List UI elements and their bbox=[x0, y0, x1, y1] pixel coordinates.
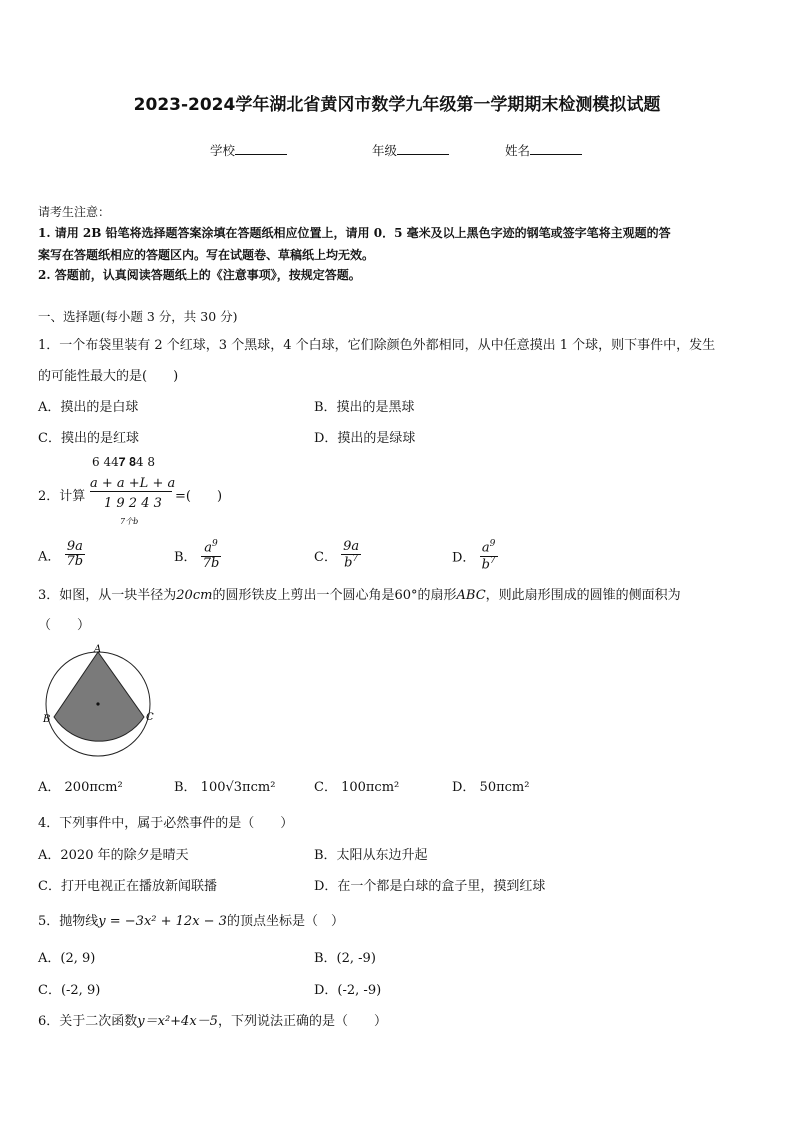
q3-angle: 60° bbox=[394, 588, 418, 603]
q2-c-fraction bbox=[341, 540, 361, 571]
q3-text-c: 的扇形 bbox=[417, 588, 457, 603]
q2-numerator: a + a +L + a bbox=[90, 476, 176, 491]
q3-text-a: 3．如图，从一块半径为 bbox=[38, 588, 177, 603]
q3-option-b: B． 100√3πcm² bbox=[174, 780, 276, 795]
notice-line-1b: 案写在答题纸相应的答题区内。写在试题卷、草稿纸上均无效。 bbox=[38, 248, 375, 262]
q3-option-d: D． 50πcm² bbox=[452, 780, 530, 795]
q2-d-num: a bbox=[481, 540, 490, 556]
figure-sector bbox=[54, 652, 144, 741]
q2-option-c bbox=[314, 540, 361, 571]
notice-line-2: 2. 答题前，认真阅读答题纸上的《注意事项》，按规定答题。 bbox=[38, 268, 361, 282]
q5-option-b: B．(2, -9) bbox=[314, 951, 376, 966]
question-4-stem: 4．下列事件中，属于必然事件的是（ ） bbox=[38, 816, 294, 831]
grade-field bbox=[372, 141, 449, 159]
q3-option-c: C． 100πcm² bbox=[314, 780, 400, 795]
q2-d-num-sup: 9 bbox=[489, 539, 496, 549]
q3-text-d: ，则此扇形围成的圆锥的侧面积为 bbox=[485, 588, 681, 603]
q2-option-b bbox=[174, 540, 221, 571]
q2-a-num: 9a bbox=[65, 540, 86, 555]
name-label: 姓名 bbox=[505, 143, 531, 158]
q2-denominator: 1 9 2 4 3 bbox=[104, 496, 162, 511]
q2-a-den: 7b bbox=[66, 554, 84, 570]
q2-option-a bbox=[38, 540, 85, 570]
q2-underbrace-text: 7个b bbox=[120, 517, 139, 526]
figure-label-c: C bbox=[146, 712, 154, 723]
q5-option-c: C．(-2, 9) bbox=[38, 983, 101, 998]
question-5-stem bbox=[38, 910, 344, 929]
q4-option-a: A．2020 年的除夕是晴天 bbox=[38, 848, 189, 863]
q3-radius: 20cm bbox=[176, 588, 213, 603]
q2-b-num: a bbox=[204, 540, 213, 556]
notice-line-1: 1. 请用 2B 铅笔将选择题答案涂填在答题纸相应位置上，请用 0．5 毫米及以上黑色字迹的钢笔或签字笔将主观题的答 bbox=[38, 226, 671, 240]
section-heading: 一、选择题(每小题 3 分，共 30 分) bbox=[38, 309, 238, 324]
q4-option-c: C．打开电视正在播放新闻联播 bbox=[38, 879, 217, 894]
q3-sector-name: ABC bbox=[456, 588, 486, 603]
school-label: 学校 bbox=[210, 143, 236, 158]
q1-option-d: D．摸出的是绿球 bbox=[314, 431, 416, 446]
q2-d-fraction bbox=[480, 540, 498, 572]
q1-option-c: C．摸出的是红球 bbox=[38, 431, 139, 446]
q6-text-b: ，下列说法正确的是（ ） bbox=[217, 1014, 387, 1029]
question-1-stem-cont: 的可能性最大的是( ) bbox=[38, 369, 179, 384]
notice-heading: 请考生注意： bbox=[38, 205, 111, 219]
q2-overbrace-text: 6 44𝟕 𝟖4 8 bbox=[92, 455, 155, 469]
q5-option-d: D．(-2, -9) bbox=[314, 983, 382, 998]
q2-c-label: C． bbox=[314, 549, 337, 565]
q2-b-fraction bbox=[201, 540, 222, 571]
q2-d-den: b bbox=[481, 556, 490, 572]
q2-c-num: 9a bbox=[343, 539, 360, 554]
name-field bbox=[505, 141, 582, 159]
q2-b-num-sup: 9 bbox=[212, 539, 218, 549]
page-title: 2023-2024学年湖北省黄冈市数学九年级第一学期期末检测模拟试题 bbox=[133, 95, 661, 115]
question-3-stem bbox=[38, 584, 681, 603]
q2-option-d bbox=[452, 540, 498, 572]
figure-label-a: A bbox=[94, 644, 102, 655]
q2-a-fraction bbox=[65, 540, 86, 570]
q2-d-den-sup: 7 bbox=[489, 555, 496, 566]
q1-option-a: A．摸出的是白球 bbox=[38, 400, 139, 415]
q1-option-b: B．摸出的是黑球 bbox=[314, 400, 415, 415]
q5-option-a: A．(2, 9) bbox=[38, 951, 96, 966]
q2-a-label: A． bbox=[38, 549, 61, 565]
q2-b-label: B． bbox=[174, 549, 197, 565]
q3-paren: （ ） bbox=[38, 618, 91, 633]
q2-d-label: D． bbox=[452, 550, 476, 566]
grade-label: 年级 bbox=[372, 143, 398, 158]
q5-text-a: 5．抛物线 bbox=[38, 914, 99, 929]
question-1-stem: 1．一个布袋里装有 2 个红球，3 个黑球，4 个白球，它们除颜色外都相同，从中任意摸出 1 个球，则下事件中，发生 bbox=[38, 338, 716, 353]
q6-expression: y＝x²+4x－5 bbox=[137, 1014, 218, 1029]
q3-option-a: A． 200πcm² bbox=[38, 780, 123, 795]
question-6-stem bbox=[38, 1010, 387, 1029]
q2-c-den-sup: 7 bbox=[352, 554, 359, 565]
figure-label-b: B bbox=[43, 714, 51, 725]
q3-figure bbox=[40, 640, 170, 760]
q4-option-d: D．在一个都是白球的盒子里，摸到红球 bbox=[314, 879, 546, 894]
q5-expression: y = −3x² + 12x − 3 bbox=[98, 914, 227, 929]
q2-suffix: =( ) bbox=[175, 489, 223, 504]
q2-c-den: b bbox=[344, 555, 353, 571]
q2-b-den: 7b bbox=[202, 555, 220, 571]
q6-text-a: 6．关于二次函数 bbox=[38, 1014, 138, 1029]
q5-text-b: 的顶点坐标是（ ） bbox=[226, 914, 344, 929]
question-2-prefix: 2．计算 bbox=[38, 489, 86, 504]
q4-option-b: B．太阳从东边升起 bbox=[314, 848, 428, 863]
q3-text-b: 的圆形铁皮上剪出一个圆心角是 bbox=[212, 588, 395, 603]
school-field bbox=[210, 141, 287, 159]
figure-center-point bbox=[96, 702, 99, 705]
